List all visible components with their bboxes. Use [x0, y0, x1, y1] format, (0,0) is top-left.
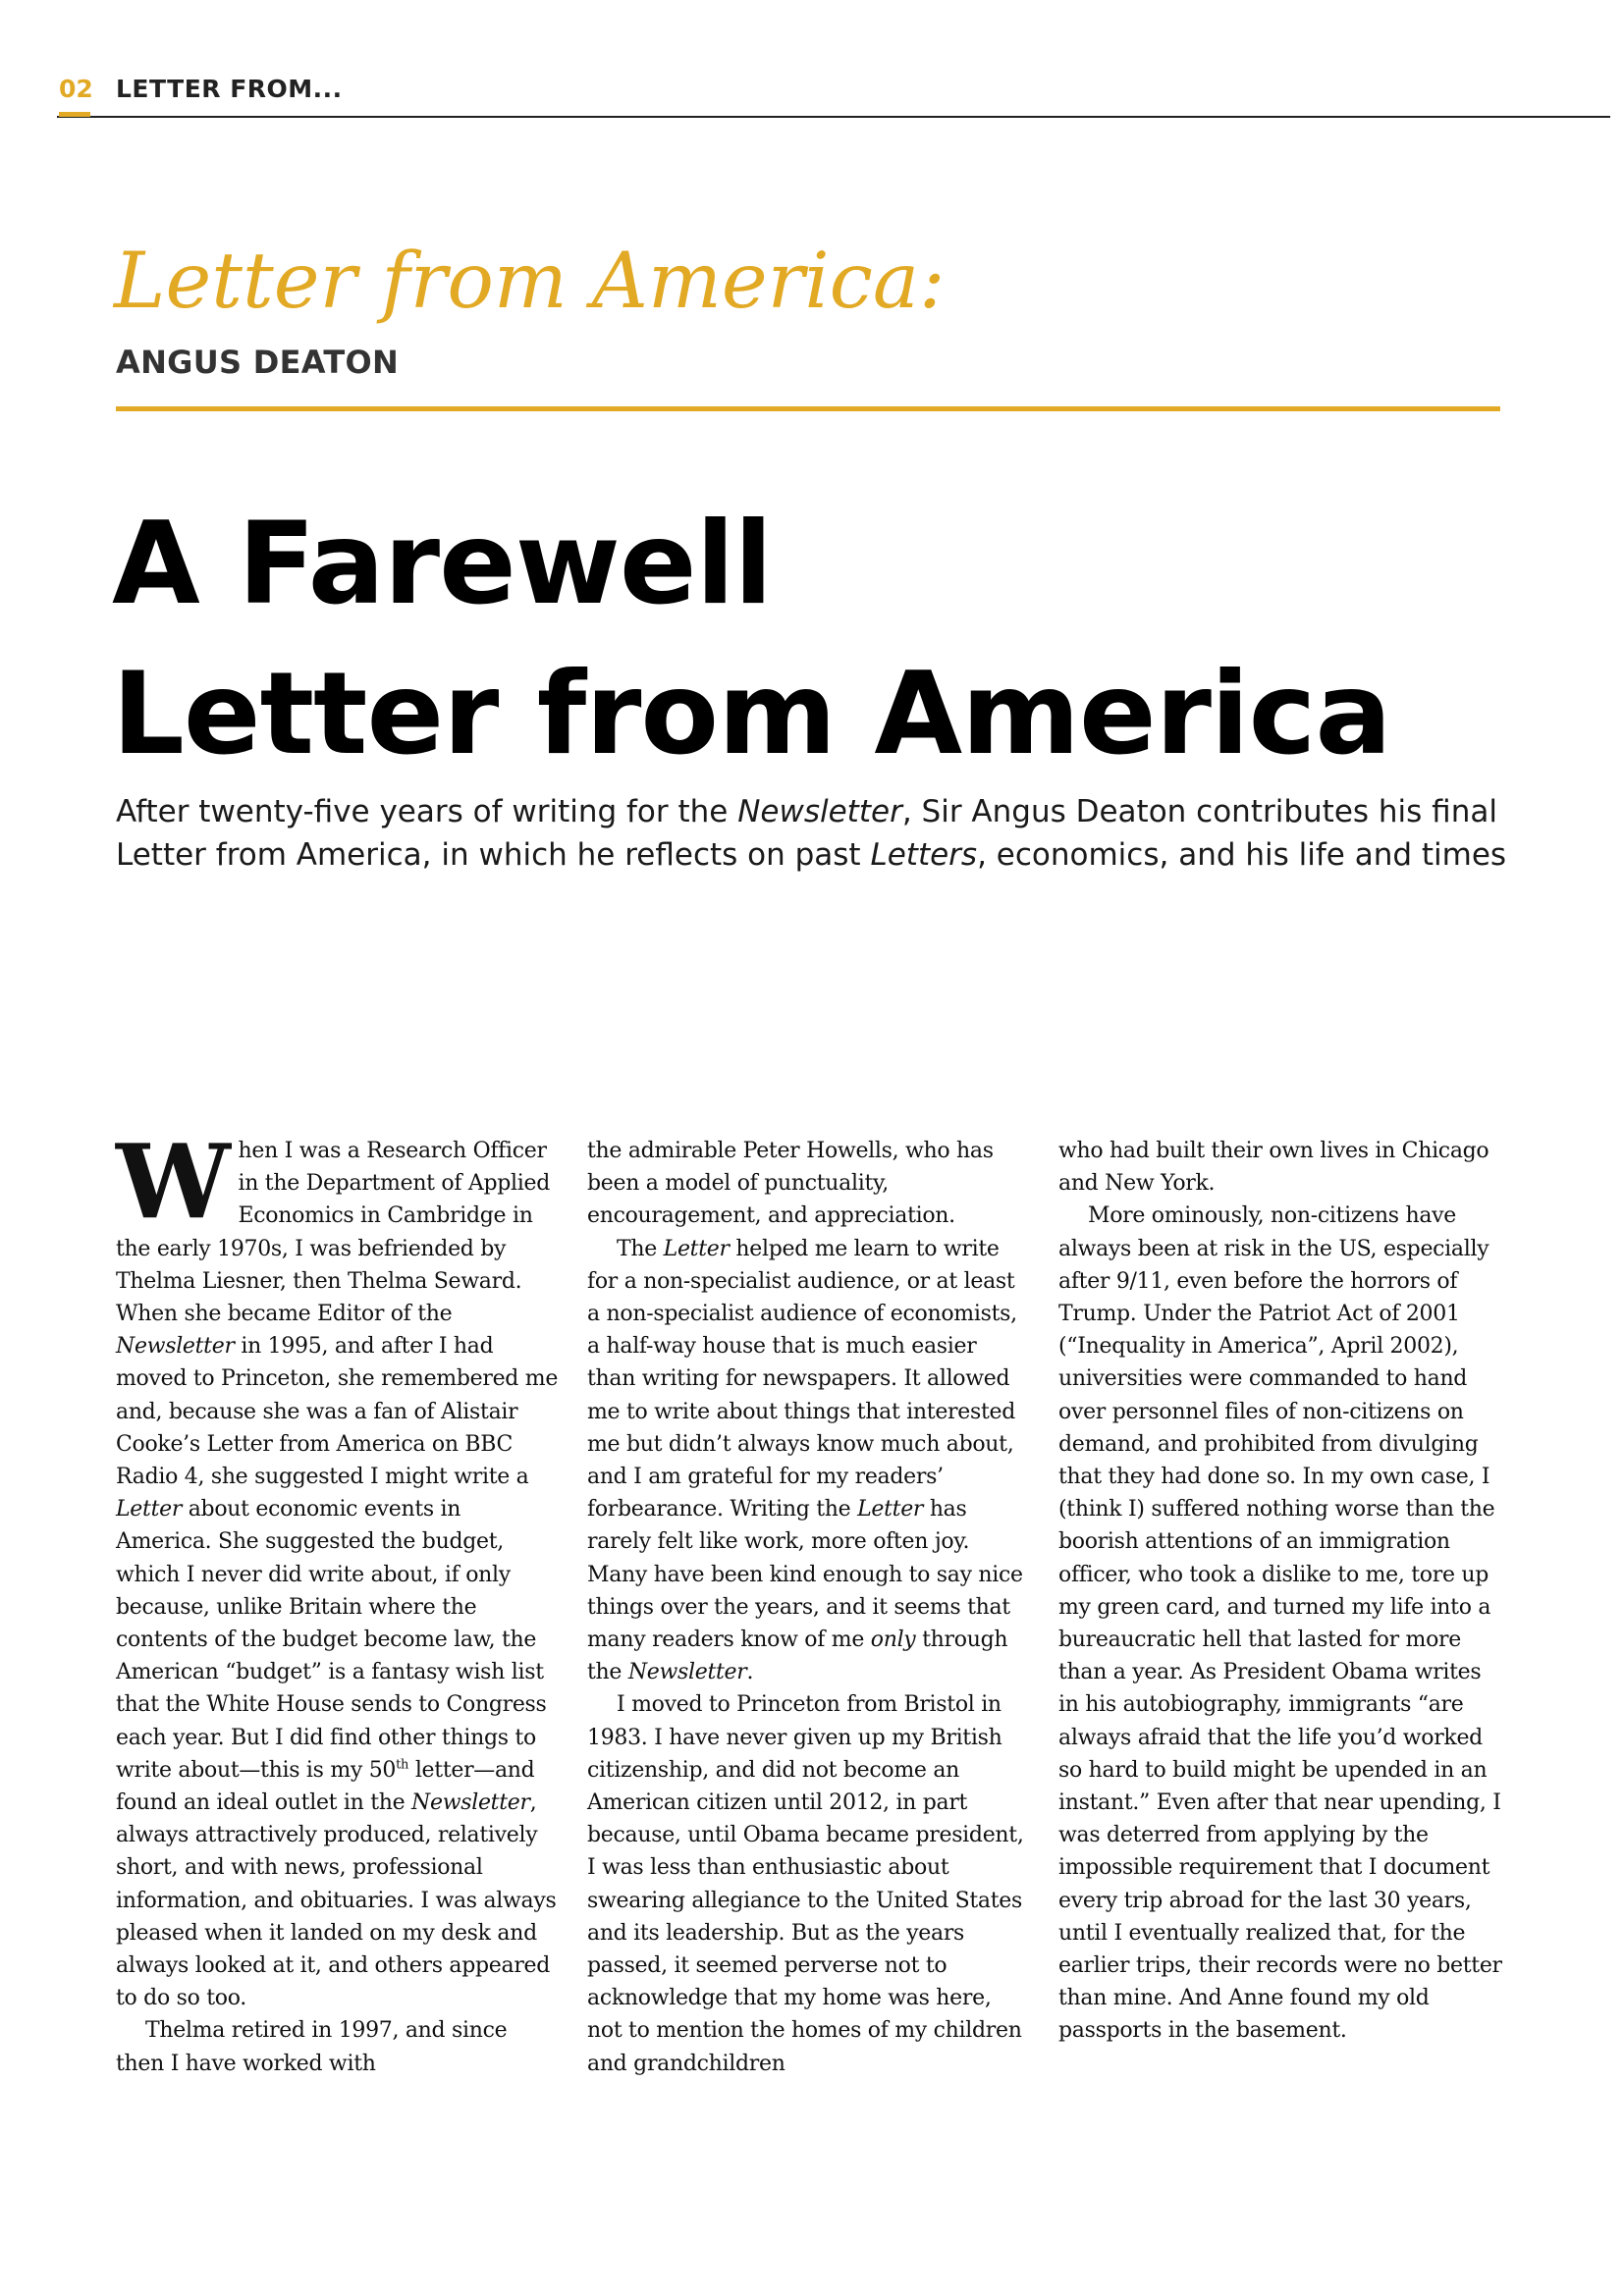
paragraph-4: The Letter helped me learn to write for a non-specialist audience, or at least a non-specialist audience of economists, a half-way house that is much easier than writing for newspapers. It allowed me to write about things that interested me but didn’t always know much about, and I am grateful for my readers’ forbearance. Writing the Letter has rarely felt like work, more often joy. Many have been kind enough to say nice things over the years, and it seems that many readers know of me only through the Newsletter.	[587, 1236, 1023, 1685]
paragraph-2: Thelma retired in 1997, and since then I have worked with	[116, 2018, 508, 2076]
column-1	[116, 1121, 560, 2080]
series-kicker: Letter from America:	[114, 236, 946, 326]
title-line-1: A Farewell	[112, 498, 773, 630]
author-name: ANGUS DEATON	[116, 344, 400, 381]
running-header	[57, 65, 1610, 118]
page-number: 02	[59, 75, 93, 103]
paragraph-1: When I was a Research Officer in the Department of Applied Economics in Cambridge in the early 1970s, I was befriended by Thelma Liesner, then Thelma Seward. When she became Editor of the Newsletter in 1995, and after I had moved to Princeton, she remembered me and, because she was a fan of Alistair Cooke’s Letter from America on BBC Radio 4, she suggested I might write a Letter about economic events in America. She suggested the budget, which I never did write about, if only because, unlike Britain where the contents of the budget become law, the American “budget” is a fantasy wish list that the White House sends to Congress each year. But I did find other things to write about—this is my 50th letter—and found an ideal outlet in the Newsletter, always attractively produced, relatively short, and with news, professional information, and obituaries. I was always pleased when it landed on my desk and always looked at it, and others appeared to do so too.	[116, 1121, 559, 2011]
drop-cap: W	[116, 1121, 231, 1242]
column-2	[587, 1135, 1031, 2080]
body-columns	[116, 1121, 1502, 2187]
paragraph-7: More ominously, non-citizens have always been at risk in the US, especially after 9/11, even before the horrors of Trump. Under the Patriot Act of 2001 (“Inequality in America”, April 2002), universities were commanded to hand over personnel files of non-citizens on demand, and prohibited from divulging that they had done so. In my own case, I (think I) suffered nothing worse than the boorish attentions of an immigration officer, who took a dislike to me, tore up my green card, and turned my life into a bureaucratic hell that lasted for more than a year. As President Obama writes in his autobiography, immigrants “are always afraid that the life you’d worked so hard to build might be upended in an instant.” Even after that near upending, I was deterred from applying by the impossible requirement that I document every trip abroad for the last 30 years, until I eventually realized that, for the earlier trips, their records were no better than mine. And Anne found my old passports in the basement.	[1058, 1203, 1502, 2044]
gold-divider	[116, 406, 1500, 411]
page-number-underline	[59, 112, 90, 117]
title-line-2: Letter from America	[112, 648, 1391, 780]
column-3	[1058, 1135, 1502, 2048]
paragraph-3: the admirable Peter Howells, who has been a model of punctuality, encouragement, and appreciation.	[587, 1139, 994, 1229]
article-title	[112, 489, 1506, 789]
standfirst: After twenty-five years of writing for the Newsletter, Sir Angus Deaton contributes his final Letter from America, in which he reflects on past Letters, economics, and his life and times	[116, 794, 1507, 873]
paragraph-5: I moved to Princeton from Bristol in 1983. I have never given up my British citizenship, and did not become an American citizen until 2012, in part because, until Obama became president, I was less than enthusiastic about swearing allegiance to the United States and its leadership. But as the years passed, it seemed perverse not to acknowledge that my home was here, not to mention the homes of my children and grandchildren	[587, 1692, 1024, 2076]
paragraph-6: who had built their own lives in Chicago and New York.	[1058, 1139, 1489, 1197]
section-label: LETTER FROM...	[116, 75, 343, 103]
